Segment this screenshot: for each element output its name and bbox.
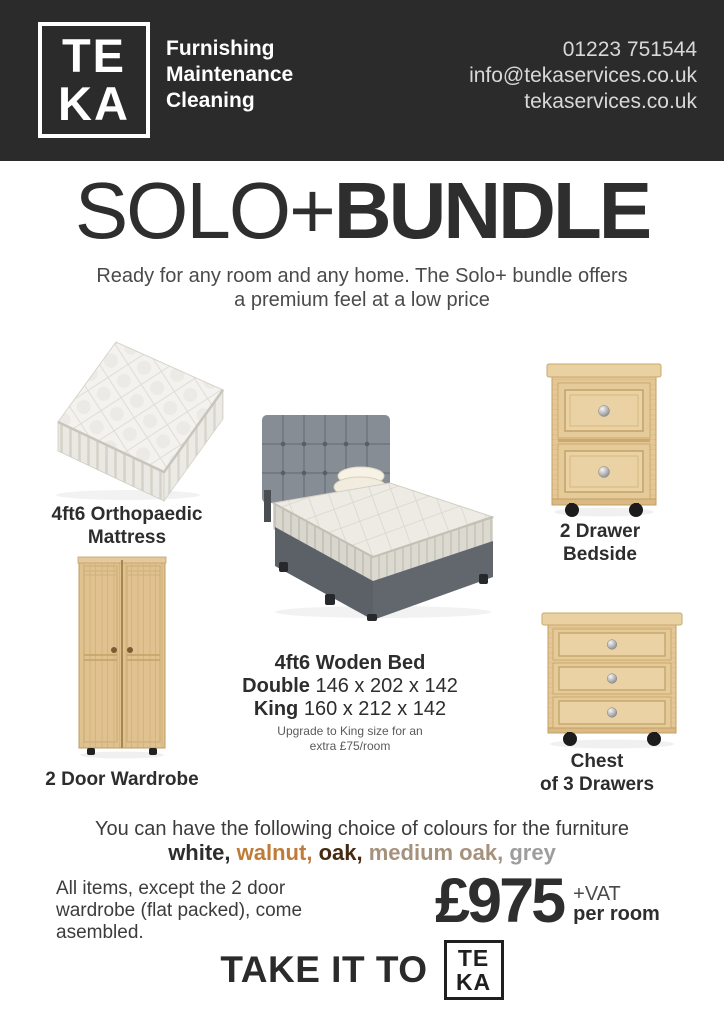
colour-option: white,: [168, 840, 231, 865]
teka-footer-logo-bottom: KA: [455, 969, 492, 995]
bed-caption: [210, 651, 490, 754]
bedside-drawer: [558, 444, 650, 499]
take-it-to-text: TAKE IT TO: [220, 949, 428, 990]
service-item: Maintenance: [166, 63, 294, 86]
phone-number: 01223 751544: [562, 38, 697, 61]
chest-drawer: [553, 663, 671, 694]
bed-double-size: 146 x 202 x 142: [315, 675, 458, 697]
wardrobe-caption: [22, 768, 222, 791]
bed-name: 4ft6 Woden Bed: [274, 652, 426, 674]
teka-footer-logo: [444, 940, 504, 1000]
assembly-note-line: All items, except the 2 door: [56, 878, 286, 899]
mattress-caption-line: 4ft6 Orthopaedic: [51, 504, 203, 525]
bed-size-double: [210, 675, 490, 698]
mattress-caption: [27, 503, 227, 549]
service-item: Furnishing: [166, 37, 275, 60]
chest-caption: [507, 750, 687, 796]
chest-caption-line: of 3 Drawers: [539, 774, 655, 795]
footer: [0, 940, 724, 1000]
bedside-image: [545, 362, 663, 518]
chest-caption-line: Chest: [570, 751, 624, 772]
price-amount: £975: [435, 866, 564, 936]
colour-option: grey: [509, 840, 556, 865]
teka-footer-logo-top: TE: [457, 945, 490, 971]
bed-upgrade-note: [210, 724, 490, 754]
wardrobe-caption-line: 2 Door Wardrobe: [45, 769, 199, 790]
colour-options: [0, 840, 724, 866]
teka-logo-bottom: KA: [58, 77, 130, 130]
mattress-caption-line: Mattress: [87, 527, 167, 548]
chest-image: [540, 610, 684, 750]
wardrobe-knob: [127, 647, 133, 653]
bed-size-king: [210, 698, 490, 721]
bed-image: [255, 410, 495, 622]
assembly-note-line: asembled.: [56, 922, 144, 943]
bedside-drawer: [558, 383, 650, 438]
title-solo: SOLO+: [74, 166, 334, 255]
per-room-label: per room: [573, 903, 660, 925]
bed-double-label: Double: [242, 675, 310, 697]
services-list: [166, 36, 293, 114]
mattress-image: [48, 330, 233, 502]
bed-upgrade-line: extra £75/room: [309, 739, 391, 753]
bed-king-label: King: [253, 698, 299, 720]
colour-option: walnut,: [236, 840, 313, 865]
title-bundle: BUNDLE: [333, 166, 650, 255]
assembly-note: [56, 878, 302, 944]
price-block: [435, 866, 660, 936]
bed-headboard-leg: [264, 490, 271, 522]
wardrobe-knob: [111, 647, 117, 653]
teka-logo: [38, 22, 150, 138]
subtitle-line: a premium feel at a low price: [234, 289, 490, 311]
header: [0, 0, 724, 161]
bed-king-size: 160 x 212 x 142: [303, 698, 447, 720]
subtitle-line: Ready for any room and any home. The Solo+ bundle offers: [96, 265, 628, 287]
bedside-caption: [520, 520, 680, 566]
page-title: [0, 166, 724, 255]
assembly-note-line: wardrobe (flat packed), come: [56, 900, 303, 921]
bed-upgrade-line: Upgrade to King size for an: [277, 724, 423, 738]
colours-intro: You can have the following choice of colours for the furniture: [94, 818, 630, 840]
contact-block: [469, 37, 697, 115]
wardrobe-image: [75, 554, 169, 760]
colour-option: medium oak,: [368, 840, 504, 865]
chest-drawer: [553, 697, 671, 728]
colour-option: oak,: [318, 840, 363, 865]
teka-logo-top: TE: [61, 29, 127, 82]
email-address: info@tekaservices.co.uk: [469, 64, 697, 87]
vat-label: +VAT: [573, 883, 621, 905]
website-url: tekaservices.co.uk: [524, 90, 697, 113]
chest-drawer: [553, 629, 671, 660]
service-item: Cleaning: [166, 89, 255, 112]
bedside-caption-line: Bedside: [563, 544, 637, 565]
vat-stack: [573, 884, 660, 924]
bedside-caption-line: 2 Drawer: [559, 521, 641, 542]
subtitle: [0, 264, 724, 312]
